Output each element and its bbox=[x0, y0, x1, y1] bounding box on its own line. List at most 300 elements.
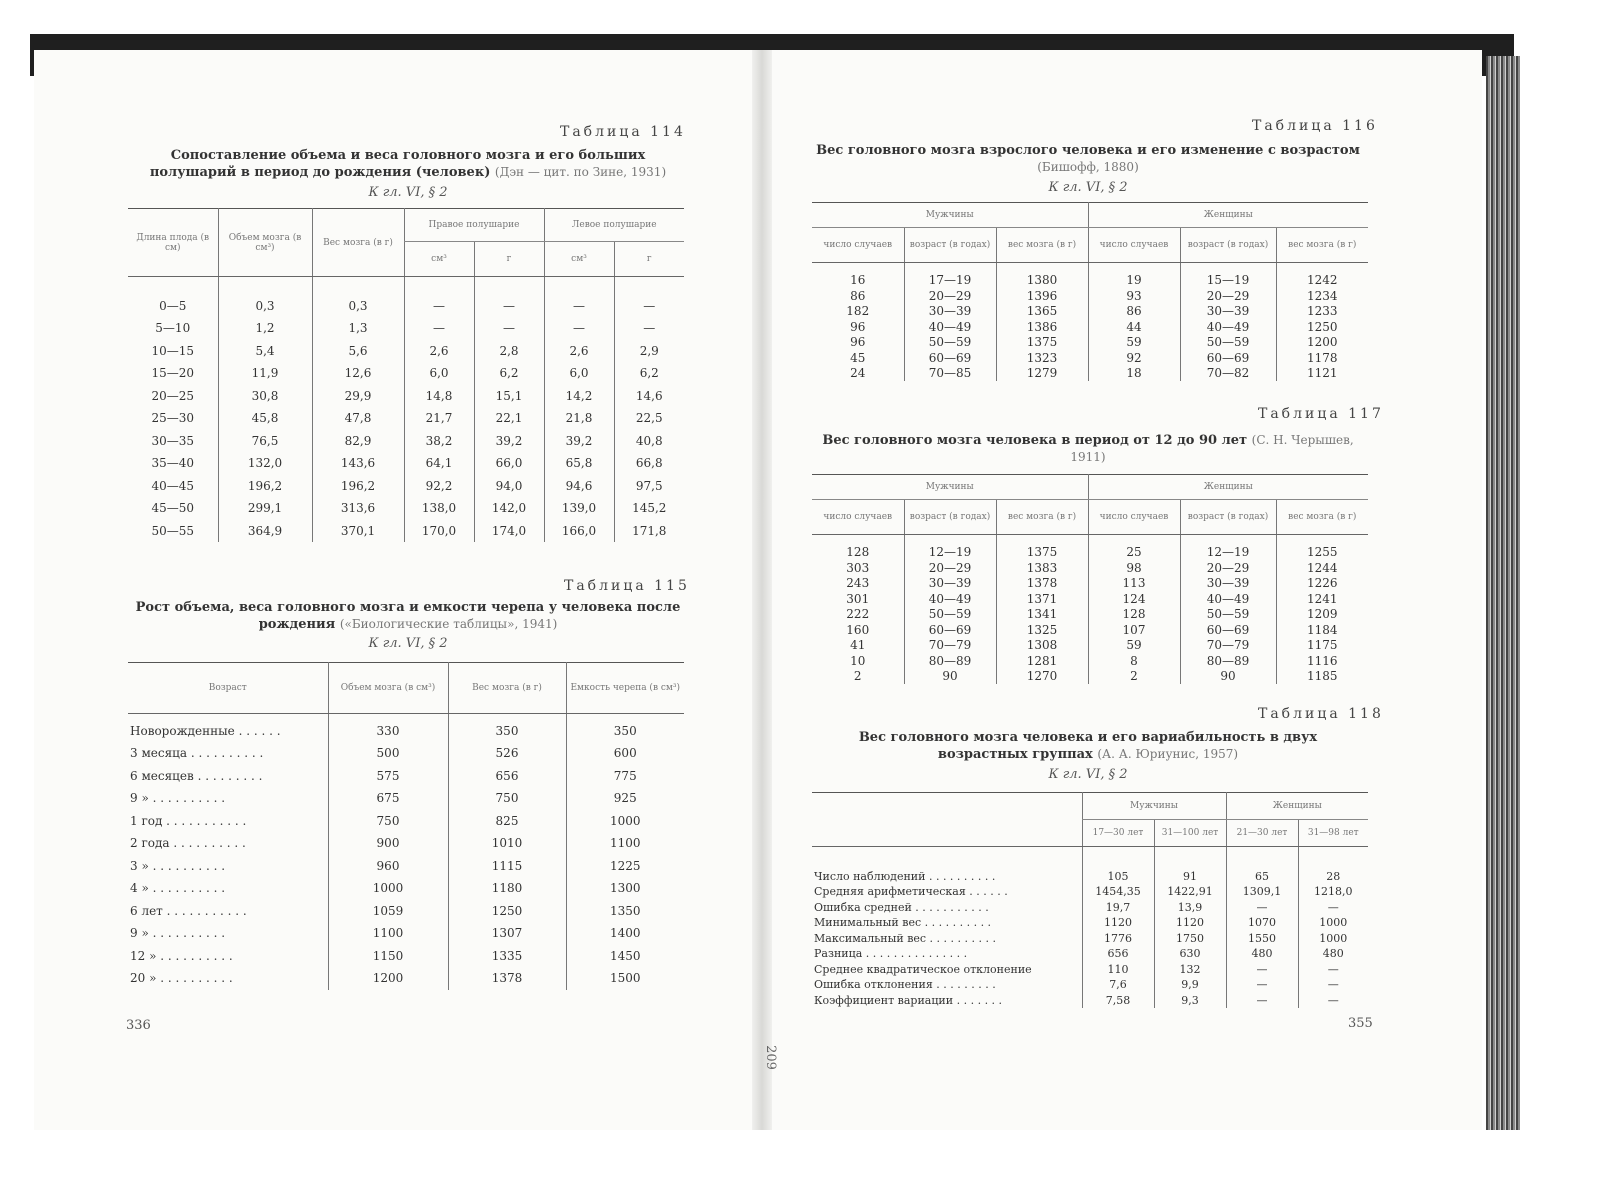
table-118-title-text: Вес головного мозга человека и его вариабильность в двух возрастных группах bbox=[858, 730, 1318, 762]
table-cell: 1341 bbox=[996, 607, 1088, 623]
table-row bbox=[812, 366, 1368, 382]
spacer-cell bbox=[1088, 535, 1180, 545]
table-row bbox=[812, 653, 1368, 669]
table-cell: 44 bbox=[1088, 319, 1180, 335]
table-cell: — bbox=[544, 295, 614, 318]
table-cell: 1335 bbox=[448, 945, 566, 968]
table-cell: 60—69 bbox=[904, 350, 996, 366]
table-cell: — bbox=[474, 295, 544, 318]
table-row bbox=[812, 962, 1368, 978]
table-118-title bbox=[812, 730, 1364, 763]
table-cell: 630 bbox=[1154, 946, 1226, 962]
table-cell: 50—59 bbox=[904, 335, 996, 351]
table-cell: 1010 bbox=[448, 832, 566, 855]
spacer-row bbox=[812, 263, 1368, 273]
spacer-cell bbox=[1276, 263, 1368, 273]
table-cell: 9,3 bbox=[1154, 993, 1226, 1009]
table-cell: 1000 bbox=[1298, 931, 1368, 947]
table-cell: 13,9 bbox=[1154, 900, 1226, 916]
table-cell: 10 bbox=[850, 653, 866, 668]
table-117 bbox=[812, 474, 1368, 684]
table-cell: 1380 bbox=[996, 273, 1088, 289]
table-cell: 29,9 bbox=[312, 385, 404, 408]
table-cell: 138,0 bbox=[404, 497, 474, 520]
table-cell: 20—25 bbox=[151, 388, 195, 403]
table-cell: 1121 bbox=[1276, 366, 1368, 382]
spacer-cell bbox=[812, 263, 904, 273]
table-cell: 96 bbox=[850, 335, 866, 350]
left-page-number: 336 bbox=[126, 1018, 151, 1033]
table-cell: 1400 bbox=[566, 922, 684, 945]
table-cell: 128 bbox=[846, 545, 870, 560]
table-cell: 70—85 bbox=[904, 366, 996, 382]
table-cell: 0—5 bbox=[159, 298, 187, 313]
table-cell: 480 bbox=[1298, 946, 1368, 962]
table-cell: 6,2 bbox=[614, 362, 684, 385]
table-cell: 65 bbox=[1226, 869, 1298, 885]
t116-h-wt-m: вес мозга (в г) bbox=[996, 228, 1088, 263]
table-cell: 350 bbox=[566, 720, 684, 743]
table-cell: 15—20 bbox=[151, 366, 195, 381]
table-row bbox=[812, 319, 1368, 335]
table-cell: 40—49 bbox=[904, 591, 996, 607]
table-cell: 1100 bbox=[566, 832, 684, 855]
table-row bbox=[128, 475, 684, 498]
table-114-label: Таблица 114 bbox=[560, 124, 686, 140]
t117-h-women: Женщины bbox=[1088, 475, 1368, 500]
table-cell: 1180 bbox=[448, 877, 566, 900]
table-cell: 1000 bbox=[566, 810, 684, 833]
table-cell: 1776 bbox=[1082, 931, 1154, 947]
table-cell: 526 bbox=[448, 742, 566, 765]
table-117-title bbox=[812, 432, 1364, 466]
t118-h-blank bbox=[812, 793, 1082, 847]
spacer-row bbox=[128, 277, 684, 295]
table-cell: Коэффициент вариации . . . . . . . bbox=[814, 993, 1003, 1007]
table-cell: 5,4 bbox=[218, 340, 312, 363]
table-cell: 3 » . . . . . . . . . . bbox=[130, 858, 226, 873]
table-cell: 20—29 bbox=[904, 560, 996, 576]
table-cell: 350 bbox=[448, 720, 566, 743]
table-cell: 925 bbox=[566, 787, 684, 810]
table-cell: — bbox=[1298, 900, 1368, 916]
spacer-cell bbox=[474, 277, 544, 295]
table-cell: 1365 bbox=[996, 304, 1088, 320]
table-cell: 1307 bbox=[448, 922, 566, 945]
table-cell: 6 месяцев . . . . . . . . . bbox=[130, 768, 263, 783]
table-cell: 20—29 bbox=[1180, 288, 1276, 304]
table-cell: 50—59 bbox=[904, 607, 996, 623]
table-cell: 132,0 bbox=[218, 452, 312, 475]
t114-h-r-g: г bbox=[474, 242, 544, 277]
t114-h-vol: Объем мозга (в см³) bbox=[218, 209, 312, 277]
spacer-cell bbox=[312, 277, 404, 295]
table-cell: — bbox=[404, 317, 474, 340]
table-cell: 92,2 bbox=[404, 475, 474, 498]
table-row bbox=[128, 452, 684, 475]
spacer-row bbox=[812, 847, 1368, 869]
table-cell: 5—10 bbox=[155, 321, 191, 336]
table-cell: 1100 bbox=[328, 922, 448, 945]
table-cell: 3 месяца . . . . . . . . . . bbox=[130, 746, 264, 761]
table-cell: 25—30 bbox=[151, 411, 195, 426]
table-cell: 107 bbox=[1088, 622, 1180, 638]
table-cell: 9 » . . . . . . . . . . bbox=[130, 926, 226, 941]
table-cell: 6,0 bbox=[544, 362, 614, 385]
table-cell: 45—50 bbox=[151, 501, 195, 516]
table-cell: 301 bbox=[846, 591, 870, 606]
table-row bbox=[812, 900, 1368, 916]
table-cell: 1300 bbox=[566, 877, 684, 900]
table-cell: 330 bbox=[328, 720, 448, 743]
table-cell: 1378 bbox=[448, 967, 566, 990]
table-cell: 70—79 bbox=[904, 638, 996, 654]
t117-h-age-w: возраст (в годах) bbox=[1180, 500, 1276, 535]
t118-h-men: Мужчины bbox=[1082, 793, 1226, 820]
table-cell: 59 bbox=[1088, 335, 1180, 351]
table-cell: Среднее квадратическое отклонение bbox=[814, 962, 1032, 976]
table-row bbox=[128, 922, 684, 945]
table-cell: 1250 bbox=[1276, 319, 1368, 335]
table-row bbox=[128, 295, 684, 318]
table-cell: 66,0 bbox=[474, 452, 544, 475]
spacer-cell bbox=[1154, 847, 1226, 869]
spacer-cell bbox=[904, 263, 996, 273]
table-cell: 243 bbox=[846, 576, 870, 591]
table-cell: 170,0 bbox=[404, 520, 474, 543]
table-cell: 182 bbox=[846, 304, 870, 319]
spacer-cell bbox=[904, 535, 996, 545]
table-cell: 1184 bbox=[1276, 622, 1368, 638]
table-cell: 12,6 bbox=[312, 362, 404, 385]
table-cell: 1120 bbox=[1082, 915, 1154, 931]
table-cell: Минимальный вес . . . . . . . . . . bbox=[814, 916, 992, 930]
table-cell: 1378 bbox=[996, 576, 1088, 592]
t114-h-left: Левое полушарие bbox=[544, 209, 684, 242]
table-cell: 500 bbox=[328, 742, 448, 765]
t117-h-n-m: число случаев bbox=[812, 500, 904, 535]
table-cell: — bbox=[614, 295, 684, 318]
table-cell: 1,2 bbox=[218, 317, 312, 340]
table-cell: 1000 bbox=[1298, 915, 1368, 931]
table-cell: 1250 bbox=[448, 900, 566, 923]
table-cell: 1309,1 bbox=[1226, 884, 1298, 900]
table-cell: 1350 bbox=[566, 900, 684, 923]
spacer-cell bbox=[614, 277, 684, 295]
table-115 bbox=[128, 662, 684, 990]
table-row bbox=[812, 591, 1368, 607]
table-116-title-text: Вес головного мозга взрослого человека и его изменение с возрастом bbox=[816, 143, 1360, 158]
table-114 bbox=[128, 208, 684, 542]
table-115-label: Таблица 115 bbox=[564, 578, 690, 594]
table-cell: — bbox=[1298, 977, 1368, 993]
table-cell: 64,1 bbox=[404, 452, 474, 475]
table-cell: 40—49 bbox=[1180, 591, 1276, 607]
table-cell: 656 bbox=[1082, 946, 1154, 962]
table-cell: — bbox=[474, 317, 544, 340]
table-cell: 2,6 bbox=[404, 340, 474, 363]
t114-h-wt: Вес мозга (в г) bbox=[312, 209, 404, 277]
table-115-title bbox=[128, 600, 688, 633]
t117-h-n-w: число случаев bbox=[1088, 500, 1180, 535]
table-cell: 1,3 bbox=[312, 317, 404, 340]
table-row bbox=[128, 720, 684, 743]
table-cell: 30,8 bbox=[218, 385, 312, 408]
table-cell: 40—49 bbox=[1180, 319, 1276, 335]
table-cell: — bbox=[544, 317, 614, 340]
table-cell: 50—55 bbox=[151, 523, 195, 538]
t114-h-len: Длина плода (в см) bbox=[128, 209, 218, 277]
table-row bbox=[812, 884, 1368, 900]
table-row bbox=[128, 855, 684, 878]
table-114-source: (Дэн — цит. по Зине, 1931) bbox=[494, 165, 667, 179]
table-row bbox=[812, 273, 1368, 289]
t117-h-age-m: возраст (в годах) bbox=[904, 500, 996, 535]
table-cell: 1450 bbox=[566, 945, 684, 968]
table-cell: 98 bbox=[1088, 560, 1180, 576]
table-116-source: (Бишофф, 1880) bbox=[1037, 160, 1139, 174]
table-cell: 1422,91 bbox=[1154, 884, 1226, 900]
right-page-number: 355 bbox=[1348, 1016, 1373, 1031]
spacer-cell bbox=[1226, 847, 1298, 869]
table-cell: 1070 bbox=[1226, 915, 1298, 931]
table-cell: — bbox=[1226, 993, 1298, 1009]
table-cell: 50—59 bbox=[1180, 607, 1276, 623]
table-cell: 174,0 bbox=[474, 520, 544, 543]
table-cell: 1120 bbox=[1154, 915, 1226, 931]
spacer-cell bbox=[218, 277, 312, 295]
table-cell: 1375 bbox=[996, 545, 1088, 561]
table-cell: 142,0 bbox=[474, 497, 544, 520]
t116-h-n-m: число случаев bbox=[812, 228, 904, 263]
table-cell: 80—89 bbox=[1180, 653, 1276, 669]
table-118-ref: К гл. VI, § 2 bbox=[1048, 767, 1128, 782]
table-cell: 12—19 bbox=[904, 545, 996, 561]
table-row bbox=[128, 385, 684, 408]
table-row bbox=[812, 607, 1368, 623]
table-118 bbox=[812, 792, 1368, 1008]
table-cell: 825 bbox=[448, 810, 566, 833]
table-cell: 70—79 bbox=[1180, 638, 1276, 654]
table-cell: 19 bbox=[1088, 273, 1180, 289]
t118-h-c3: 21—30 лет bbox=[1226, 820, 1298, 847]
table-cell: 1371 bbox=[996, 591, 1088, 607]
spacer-cell bbox=[812, 535, 904, 545]
spacer-cell bbox=[996, 263, 1088, 273]
table-cell: 15—19 bbox=[1180, 273, 1276, 289]
table-cell: 1175 bbox=[1276, 638, 1368, 654]
table-114-ref: К гл. VI, § 2 bbox=[368, 185, 448, 200]
spacer-row bbox=[812, 535, 1368, 545]
table-cell: 50—59 bbox=[1180, 335, 1276, 351]
table-cell: 70—82 bbox=[1180, 366, 1276, 382]
table-116-title bbox=[812, 143, 1364, 176]
table-cell: 299,1 bbox=[218, 497, 312, 520]
table-cell: 160 bbox=[846, 622, 870, 637]
table-115-ref: К гл. VI, § 2 bbox=[368, 636, 448, 651]
table-cell: 90 bbox=[1180, 669, 1276, 685]
table-cell: 1 год . . . . . . . . . . . bbox=[130, 813, 247, 828]
table-cell: 1241 bbox=[1276, 591, 1368, 607]
table-cell: 59 bbox=[1088, 638, 1180, 654]
table-cell: 750 bbox=[448, 787, 566, 810]
table-cell: 196,2 bbox=[312, 475, 404, 498]
table-cell: 1396 bbox=[996, 288, 1088, 304]
table-cell: 96 bbox=[850, 319, 866, 334]
table-cell: 166,0 bbox=[544, 520, 614, 543]
table-cell: — bbox=[1298, 993, 1368, 1009]
table-cell: 1116 bbox=[1276, 653, 1368, 669]
table-cell: 6 лет . . . . . . . . . . . bbox=[130, 903, 247, 918]
table-115-source: («Биологические таблицы», 1941) bbox=[339, 617, 558, 631]
table-cell: 14,8 bbox=[404, 385, 474, 408]
table-cell: 30—35 bbox=[151, 433, 195, 448]
table-cell: 80—89 bbox=[904, 653, 996, 669]
table-cell: 303 bbox=[846, 560, 870, 575]
table-cell: 30—39 bbox=[1180, 304, 1276, 320]
t118-h-women: Женщины bbox=[1226, 793, 1368, 820]
table-row bbox=[812, 946, 1368, 962]
table-cell: 0,3 bbox=[218, 295, 312, 318]
table-116-label: Таблица 116 bbox=[1252, 118, 1378, 134]
table-cell: 2,6 bbox=[544, 340, 614, 363]
table-cell: 575 bbox=[328, 765, 448, 788]
book-gutter bbox=[752, 50, 772, 1130]
table-cell: 600 bbox=[566, 742, 684, 765]
table-117-title-text: Вес головного мозга человека в период от 12 до 90 лет bbox=[822, 433, 1248, 448]
table-cell: 171,8 bbox=[614, 520, 684, 543]
table-116 bbox=[812, 202, 1368, 381]
table-cell: 7,6 bbox=[1082, 977, 1154, 993]
table-114-title-text: Сопоставление объема и веса головного мозга и его больших полушарий в период до рождения (человек) bbox=[149, 148, 646, 180]
table-row bbox=[128, 430, 684, 453]
table-cell: 2,9 bbox=[614, 340, 684, 363]
table-row bbox=[812, 288, 1368, 304]
table-cell: 15,1 bbox=[474, 385, 544, 408]
table-cell: 30—39 bbox=[1180, 576, 1276, 592]
spacer-cell bbox=[544, 277, 614, 295]
table-cell: 2 bbox=[853, 669, 862, 684]
t114-h-right: Правое полушарие bbox=[404, 209, 544, 242]
table-cell: 8 bbox=[1088, 653, 1180, 669]
table-cell: — bbox=[1226, 900, 1298, 916]
table-cell: — bbox=[1226, 962, 1298, 978]
table-cell: Новорожденные . . . . . . bbox=[130, 723, 281, 738]
table-row bbox=[128, 877, 684, 900]
table-cell: Разница . . . . . . . . . . . . . . . bbox=[814, 947, 968, 961]
t118-h-c1: 17—30 лет bbox=[1082, 820, 1154, 847]
table-row bbox=[812, 638, 1368, 654]
t116-h-wt-w: вес мозга (в г) bbox=[1276, 228, 1368, 263]
table-cell: 675 bbox=[328, 787, 448, 810]
table-cell: 92 bbox=[1088, 350, 1180, 366]
table-cell: 86 bbox=[850, 288, 866, 303]
table-117-source: (С. Н. Черышев, 1911) bbox=[1070, 433, 1354, 464]
table-row bbox=[812, 622, 1368, 638]
table-cell: 1242 bbox=[1276, 273, 1368, 289]
table-cell: 105 bbox=[1082, 869, 1154, 885]
fold-number: 209 bbox=[762, 1045, 778, 1070]
table-cell: 18 bbox=[1088, 366, 1180, 382]
table-row bbox=[128, 832, 684, 855]
table-row bbox=[128, 407, 684, 430]
table-cell: 82,9 bbox=[312, 430, 404, 453]
table-cell: 6,2 bbox=[474, 362, 544, 385]
table-cell: 1200 bbox=[1276, 335, 1368, 351]
table-cell: 1383 bbox=[996, 560, 1088, 576]
table-cell: 1244 bbox=[1276, 560, 1368, 576]
table-cell: 1115 bbox=[448, 855, 566, 878]
table-row bbox=[128, 340, 684, 363]
spacer-cell bbox=[1180, 535, 1276, 545]
table-cell: 1233 bbox=[1276, 304, 1368, 320]
table-cell: 38,2 bbox=[404, 430, 474, 453]
table-cell: 22,5 bbox=[614, 407, 684, 430]
table-cell: 20 » . . . . . . . . . . bbox=[130, 971, 233, 986]
table-cell: 1323 bbox=[996, 350, 1088, 366]
table-cell: 11,9 bbox=[218, 362, 312, 385]
table-cell: 45 bbox=[850, 350, 866, 365]
table-cell: 1225 bbox=[566, 855, 684, 878]
table-cell: 750 bbox=[328, 810, 448, 833]
table-row bbox=[128, 497, 684, 520]
table-cell: 1270 bbox=[996, 669, 1088, 685]
table-cell: 21,7 bbox=[404, 407, 474, 430]
table-cell: 4 » . . . . . . . . . . bbox=[130, 881, 226, 896]
table-cell: 196,2 bbox=[218, 475, 312, 498]
table-row bbox=[812, 335, 1368, 351]
table-cell: 12—19 bbox=[1180, 545, 1276, 561]
table-118-label: Таблица 118 bbox=[1258, 706, 1384, 722]
table-cell: 110 bbox=[1082, 962, 1154, 978]
table-cell: 1059 bbox=[328, 900, 448, 923]
table-cell: — bbox=[614, 317, 684, 340]
table-cell: 86 bbox=[1088, 304, 1180, 320]
table-cell: 364,9 bbox=[218, 520, 312, 543]
table-cell: 1279 bbox=[996, 366, 1088, 382]
table-cell: 60—69 bbox=[1180, 350, 1276, 366]
table-cell: 1255 bbox=[1276, 545, 1368, 561]
table-cell: Максимальный вес . . . . . . . . . . bbox=[814, 931, 996, 945]
table-cell: 19,7 bbox=[1082, 900, 1154, 916]
t116-h-women: Женщины bbox=[1088, 203, 1368, 228]
table-cell: 2 bbox=[1088, 669, 1180, 685]
table-cell: 35—40 bbox=[151, 456, 195, 471]
table-cell: — bbox=[404, 295, 474, 318]
table-cell: 47,8 bbox=[312, 407, 404, 430]
table-row bbox=[128, 317, 684, 340]
table-cell: 21,8 bbox=[544, 407, 614, 430]
table-cell: 1226 bbox=[1276, 576, 1368, 592]
t115-h-skull: Емкость черепа (в см³) bbox=[566, 663, 684, 714]
table-cell: 1454,35 bbox=[1082, 884, 1154, 900]
table-cell: 97,5 bbox=[614, 475, 684, 498]
spacer-cell bbox=[1298, 847, 1368, 869]
table-row bbox=[812, 669, 1368, 685]
table-cell: 5,6 bbox=[312, 340, 404, 363]
table-cell: 41 bbox=[850, 638, 866, 653]
table-cell: 90 bbox=[904, 669, 996, 685]
table-cell: 65,8 bbox=[544, 452, 614, 475]
table-row bbox=[128, 900, 684, 923]
table-cell: 76,5 bbox=[218, 430, 312, 453]
table-cell: 960 bbox=[328, 855, 448, 878]
table-cell: 1308 bbox=[996, 638, 1088, 654]
table-cell: 1200 bbox=[328, 967, 448, 990]
table-cell: 28 bbox=[1298, 869, 1368, 885]
table-cell: 1500 bbox=[566, 967, 684, 990]
table-118-source: (А. А. Юриунис, 1957) bbox=[1097, 747, 1239, 761]
